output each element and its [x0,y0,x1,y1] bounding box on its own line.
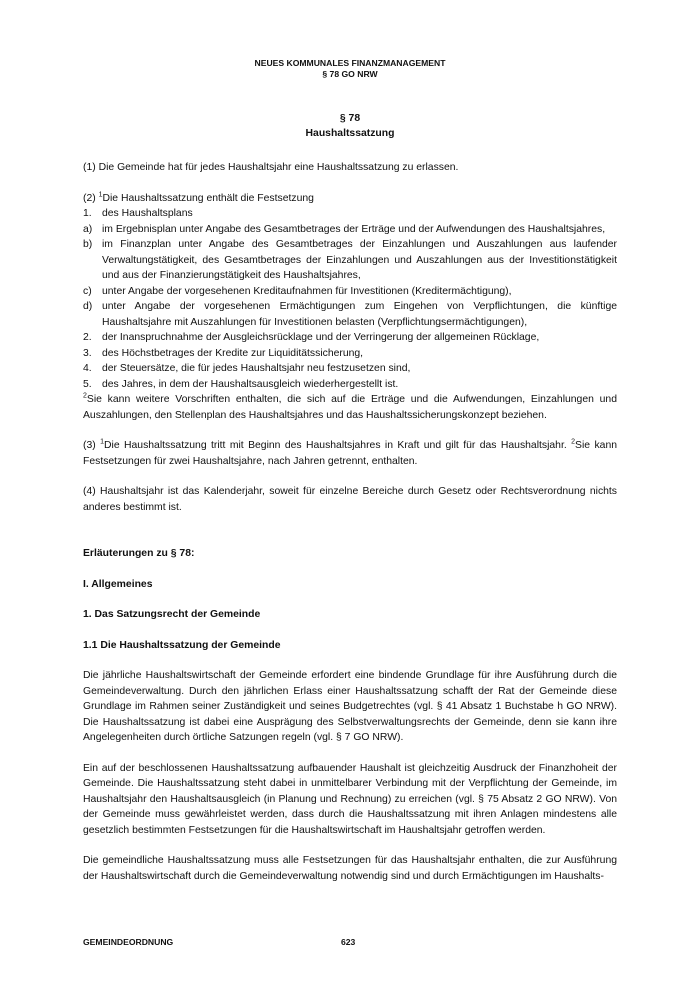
header-line-1: NEUES KOMMUNALES FINANZMANAGEMENT [254,58,446,68]
list-item [83,237,617,284]
list-item [83,206,617,222]
list-item [83,361,617,377]
list-item-text: unter Angabe der vorgesehenen Kreditaufnahmen für Investitionen (Kreditermächtigung), [102,285,512,297]
sentence-number: 1 [98,191,103,199]
list-item-text: im Ergebnisplan unter Angabe des Gesamtbetrages der Erträge und der Aufwendungen des Haushaltsjahres, [102,223,606,235]
paragraph-2-tail [83,392,617,423]
list-item-text: der Steuersätze, die für jedes Haushaltsjahr neu festzusetzen sind, [102,363,411,374]
paragraph-2-tail-text: Sie kann weitere Vorschriften enthalten, die sich auf die Erträge und die Aufwendungen, Einzahlungen und Auszahlungen, den Stellenplan des Haushaltsjahres und das Haushaltssicherungskonzept beziehen. [83,394,617,421]
list-item [83,346,617,362]
paragraph-3-text-2: Sie kann Festsetzungen für zwei Haushaltsjahre, nach Jahren getrennt, enthalten. [83,440,618,467]
paragraph-2-intro [83,191,617,207]
list-item-text: unter Angabe der vorgesehenen Ermächtigungen zum Eingehen von Verpflichtungen, die künftige Haushaltsjahre mit Auszahlungen für Investitionen belasten (Verpflichtungsermächtigungen), [102,301,617,328]
section-title: Haushaltssatzung [305,128,395,139]
list-item-label: d) [83,301,93,312]
heading-statute-law: 1. Das Satzungsrecht der Gemeinde [83,609,261,620]
list-item [83,299,617,330]
explanations-heading: Erläuterungen zu § 78: [83,548,195,559]
list-item-label: c) [83,285,92,297]
list-item-text: der Inanspruchnahme der Ausgleichsrücklage und der Verringerung der allgemeinen Rücklage, [102,332,540,343]
paragraph-3-prefix: (3) [83,440,101,451]
section-number: § 78 [339,113,361,124]
sentence-number: 2 [83,392,87,400]
list-item [83,222,617,238]
list-item-label: a) [83,223,93,235]
list-item-text: im Finanzplan unter Angabe des Gesamtbetrages der Einzahlungen und Auszahlungen aus laufender Verwaltungstätigkeit, des Gesamtbetrages der Einzahlungen und Auszahlungen aus der Investitionstätigkeit und aus der Finanzierungstätigkeit des Haushaltsjahres, [102,239,617,281]
page-number: 623 [341,937,356,947]
paragraph-2-text: Die Haushaltssatzung enthält die Festsetzung [102,192,314,204]
document-page [83,58,617,884]
sentence-number: 2 [571,438,576,446]
body-paragraph-1: Die jährliche Haushaltswirtschaft der Gemeinde erfordert eine bindende Grundlage für ihre Ausführung durch die Gemeindeverwaltung. Durch den jährlichen Erlass einer Haushaltssatzung schafft der Rat der Gemeinde diese Grundlage im Rahmen seiner Zuständigkeit und seines Budgetrechtes (vgl. § 41 Absatz 1 Buchstabe h GO NRW). Die Haushaltssatzung ist dabei eine Ausprägung des Selbstverwaltungsrechts der Gemeinde, denn sie kann ihre Angelegenheiten durch örtliche Satzungen regeln (vgl. § 7 GO NRW). [83,670,617,743]
list-item-label: 5. [83,378,92,390]
list-item-text: des Haushaltsplans [102,208,193,219]
list-item-label: 3. [83,347,92,359]
running-header [83,58,617,79]
list-item-label: b) [83,239,93,250]
heading-budget-statute: 1.1 Die Haushaltssatzung der Gemeinde [83,639,281,651]
list-item-label: 1. [83,208,92,219]
list-item [83,330,617,346]
list-item [83,284,617,300]
footer-title: GEMEINDEORDNUNG [83,937,174,947]
festsetzung-list [83,206,617,392]
paragraph-2-prefix: (2) [83,192,99,204]
section-heading [83,111,617,141]
list-item-text: des Höchstbetrages der Kredite zur Liquiditätssicherung, [102,347,364,359]
body-paragraph-2: Ein auf der beschlossenen Haushaltssatzung aufbauender Haushalt ist gleichzeitig Ausdruck der Finanzhoheit der Gemeinde. Die Haushaltssatzung steht dabei in unmittelbarer Verbindung mit der Verpflichtung der Gemeinde, im Haushaltsjahr den Haushaltsausgleich (in Planung und Rechnung) zu erreichen (vgl. § 75 Absatz 2 GO NRW). Von der Gemeinde muss gewährleistet werden, dass durch die Haushaltssatzung mit ihren Anlagen mindestens alle gesetzlich bestimmten Festsetzungen für die Haushaltswirtschaft im Haushaltsjahr getroffen werden. [83,762,617,836]
paragraph-1: (1) Die Gemeinde hat für jedes Haushaltsjahr eine Haushaltssatzung zu erlassen. [83,162,459,173]
sentence-number: 1 [100,438,105,446]
paragraph-3 [83,438,617,469]
list-item-label: 2. [83,332,92,343]
paragraph-4: (4) Haushaltsjahr ist das Kalenderjahr, soweit für einzelne Bereiche durch Gesetz oder Rechtsverordnung nichts anderes bestimmt ist. [83,486,617,513]
list-item [83,377,617,393]
list-item-text: des Jahres, in dem der Haushaltsausgleich wiederhergestellt ist. [102,378,399,390]
body-paragraph-3: Die gemeindliche Haushaltssatzung muss alle Festsetzungen für das Haushaltsjahr enthalten, die zur Ausführung der Haushaltswirtschaft durch die Gemeindeverwaltung notwendig sind und durch Ermächtigungen im Haushalts- [83,855,617,882]
paragraph-3-text-1: Die Haushaltssatzung tritt mit Beginn des Haushaltsjahres in Kraft und gilt für das Haushaltsjahr. [104,440,572,451]
heading-general: I. Allgemeines [83,578,153,590]
list-item-label: 4. [83,363,92,374]
header-line-2: § 78 GO NRW [322,68,378,79]
